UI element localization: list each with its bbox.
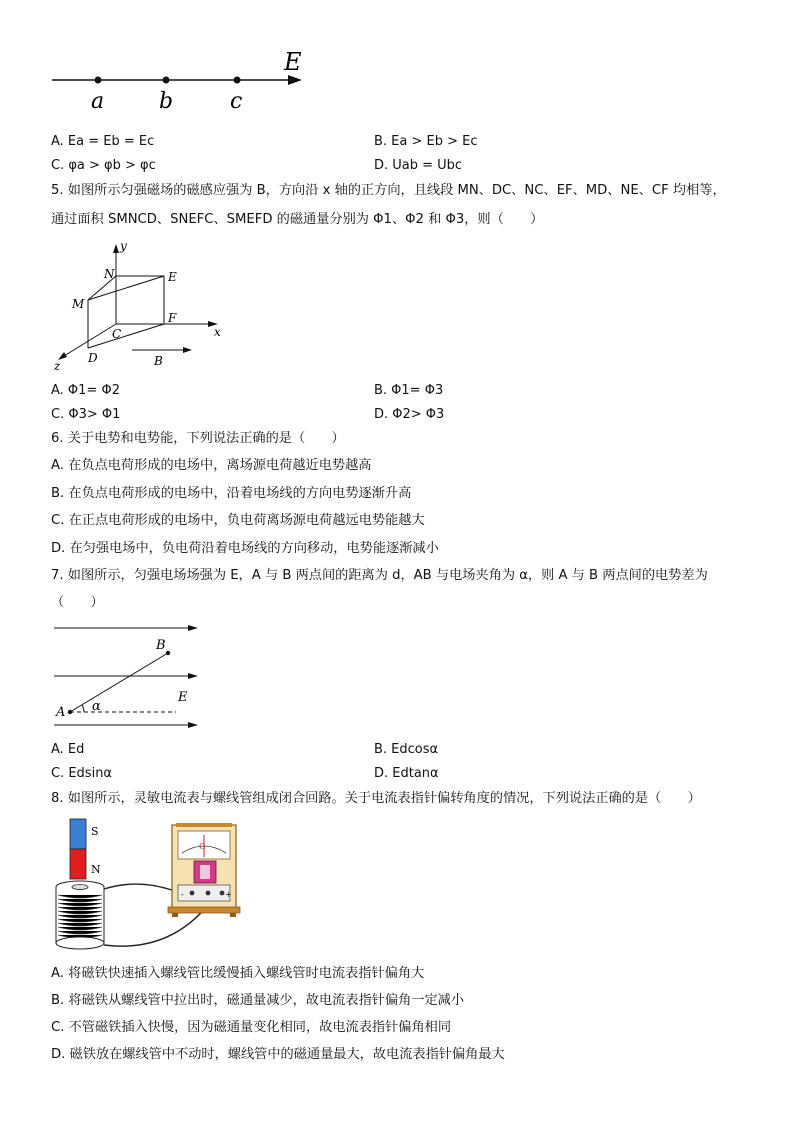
label-alpha: α (92, 699, 101, 714)
point-a (95, 77, 102, 84)
galvanometer-base (168, 907, 240, 913)
field-arrow-icon (188, 625, 198, 631)
label-A: A (56, 705, 66, 720)
q8-galvanometer-figure (48, 815, 248, 957)
q7-stem-line2: （ ） (51, 595, 104, 610)
terminal-middle[interactable] (206, 891, 211, 896)
q5-option-b[interactable]: B. Φ1= Φ3 (374, 383, 444, 398)
q8-option-a[interactable]: A. 将磁铁快速插入螺线管比缓慢插入螺线管时电流表指针偏角大 (51, 966, 425, 981)
label-z: z (54, 359, 61, 373)
q8-option-b[interactable]: B. 将磁铁从螺线管中拉出时，磁通量减少，故电流表指针偏角一定减小 (51, 993, 465, 1008)
label-E: E (284, 48, 302, 76)
point-c (234, 77, 241, 84)
q6-stem: 6. 关于电势和电势能，下列说法正确的是（ ） (51, 431, 345, 446)
label-N: N (104, 267, 115, 281)
q5-stem-line1: 5. 如图所示匀强磁场的磁感应强为 B，方向沿 x 轴的正方向，且线段 MN、DC、NC、EF、MD、NE、CF 均相等， (51, 183, 726, 198)
label-plus: + (225, 890, 232, 899)
label-E: E (178, 690, 188, 705)
q6-option-b[interactable]: B. 在负点电荷形成的电场中，沿着电场线的方向电势逐渐升高 (51, 486, 412, 501)
q7-option-a[interactable]: A. Ed (51, 742, 85, 757)
field-line-figure (40, 45, 320, 120)
q5-option-a[interactable]: A. Φ1= Φ2 (51, 383, 120, 398)
magnet-south (70, 819, 86, 849)
q5-option-c[interactable]: C. Φ3> Φ1 (51, 407, 121, 422)
terminal-minus[interactable] (190, 891, 195, 896)
y-arrow-icon (113, 244, 119, 253)
q8-stem: 8. 如图所示，灵敏电流表与螺线管组成闭合回路。关于电流表指针偏转角度的情况，下列说法正确的是（ ） (51, 791, 701, 806)
point-b (163, 77, 170, 84)
point-B (166, 651, 170, 655)
q4-option-c[interactable]: C. φa > φb > φc (51, 158, 156, 173)
label-x: x (214, 325, 221, 339)
label-C: C (112, 327, 122, 341)
label-S: S (91, 825, 99, 838)
label-M: M (72, 297, 85, 311)
label-B: B (154, 354, 163, 368)
q7-option-b[interactable]: B. Edcosα (374, 742, 439, 757)
label-a: a (91, 89, 105, 114)
q6-option-c[interactable]: C. 在正点电荷形成的电场中，负电荷离场源电荷越远电势能越大 (51, 513, 425, 528)
q7-option-d[interactable]: D. Edtanα (374, 766, 439, 781)
label-N: N (91, 863, 101, 876)
q6-option-d[interactable]: D. 在匀强电场中，负电荷沿着电场线的方向移动，电势能逐渐减小 (51, 541, 439, 556)
label-G: G (199, 842, 206, 851)
b-field-arrow-icon (183, 347, 192, 353)
q7-option-c[interactable]: C. Edsinα (51, 766, 113, 781)
label-minus: - (181, 890, 184, 899)
terminal-plus[interactable] (220, 891, 225, 896)
point-A (68, 710, 72, 714)
q8-option-d[interactable]: D. 磁铁放在螺线管中不动时，螺线管中的磁通量最大，故电流表指针偏角最大 (51, 1047, 505, 1062)
label-D: D (88, 351, 98, 365)
segment-AB (70, 653, 168, 712)
q5-option-d[interactable]: D. Φ2> Φ3 (374, 407, 445, 422)
q4-option-d[interactable]: D. Uab = Ubc (374, 158, 463, 173)
label-b: b (159, 89, 174, 114)
label-F: F (168, 311, 177, 325)
label-y: y (120, 239, 127, 253)
q7-stem-line1: 7. 如图所示，匀强电场场强为 E，A 与 B 两点间的距离为 d，AB 与电场夹角为 α，则 A 与 B 两点间的电势差为 (51, 568, 708, 583)
field-arrow-icon (188, 722, 198, 728)
arrow-head-icon (288, 75, 302, 85)
q4-option-b[interactable]: B. Ea > Eb > Ec (374, 134, 478, 149)
label-c: c (230, 89, 243, 114)
q6-option-a[interactable]: A. 在负点电荷形成的电场中，离场源电荷越近电势越高 (51, 458, 372, 473)
magnet-north (70, 849, 86, 879)
label-E: E (168, 270, 177, 284)
field-arrow-icon (188, 673, 198, 679)
q5-cube-figure (48, 238, 238, 373)
q8-option-c[interactable]: C. 不管磁铁插入快慢，因为磁通量变化相同，故电流表指针偏角相同 (51, 1020, 452, 1035)
q4-option-a[interactable]: A. Ea = Eb = Ec (51, 134, 155, 149)
q7-field-figure (48, 615, 208, 735)
q5-stem-line2: 通过面积 SMNCD、SNEFC、SMEFD 的磁通量分别为 Φ1、Φ2 和 Φ3，则（ ） (51, 212, 544, 227)
label-B: B (156, 638, 166, 653)
